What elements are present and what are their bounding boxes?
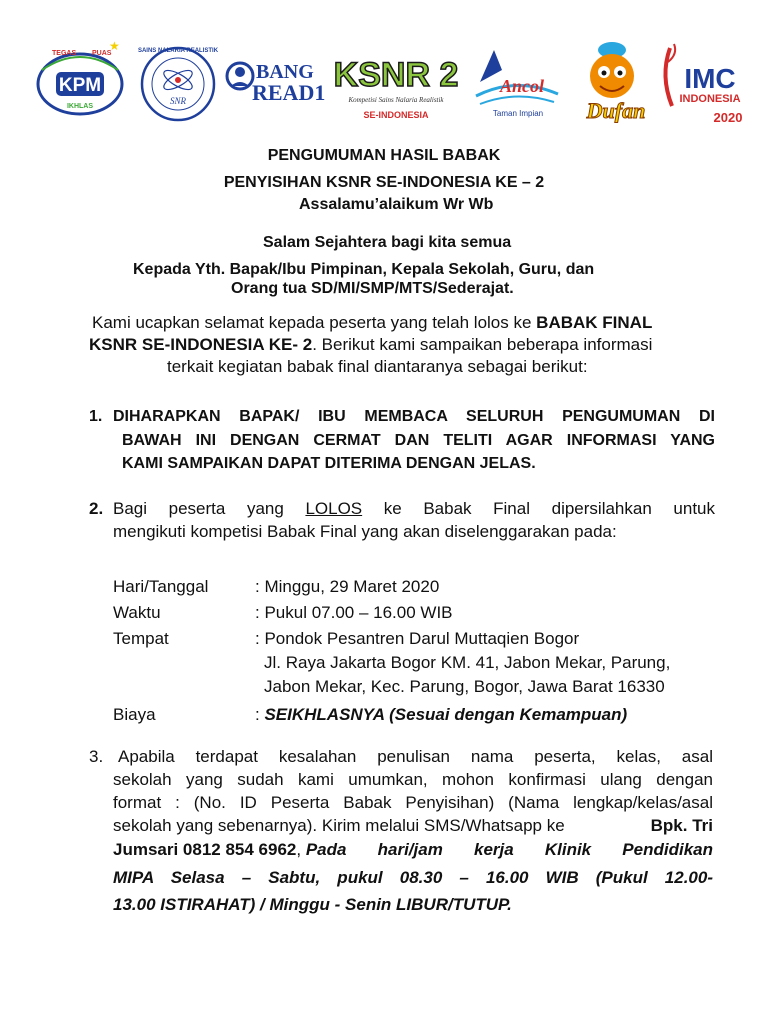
bang-read1-logo [220, 36, 330, 132]
dufan-text: Dufan [586, 98, 646, 123]
imc-country-text: INDONESIA [679, 93, 741, 105]
item-2-line-1: Bagi peserta yang LOLOS ke Babak Final dipersilahkan untuk [113, 499, 715, 518]
hari-label: Hari/Tanggal [113, 577, 209, 596]
recipient-line-2: Orang tua SD/MI/SMP/MTS/Sederajat. [231, 280, 514, 297]
imc-indonesia-2020-logo [656, 36, 748, 132]
kpm-logo [34, 36, 126, 132]
ancol-logo [466, 36, 566, 132]
biaya-label: Biaya [113, 705, 156, 724]
read1-text: READ1 [252, 80, 326, 105]
hari-value: : Minggu, 29 Maret 2020 [255, 577, 440, 596]
item-1-number: 1. [89, 408, 103, 425]
lolos-text: LOLOS [305, 499, 363, 518]
snr-logo [138, 36, 218, 132]
intro-line-1: Kami ucapkan selamat kepada peserta yang telah lolos ke BABAK FINAL [92, 313, 653, 332]
bang-text: BANG [256, 61, 314, 83]
imc-year-text: 2020 [713, 110, 743, 125]
item-3-number: 3. [89, 747, 104, 766]
sponsor-logo-strip [34, 36, 746, 132]
item-2-number: 2. [89, 499, 104, 518]
ksnr-2-logo [334, 36, 464, 132]
item-3-line-1: Apabila terdapat kesalahan penulisan nama peserta, kelas, asal [118, 747, 713, 766]
item-1-line-1: DIHARAPKAN BAPAK/ IBU MEMBACA SELURUH PENGUMUMAN DI [113, 408, 715, 425]
item-1-line-2: BAWAH INI DENGAN CERMAT DAN TELITI AGAR INFORMASI YANG [122, 432, 715, 449]
snr-main-text: SNR [169, 96, 187, 106]
salam-text: Salam Sejahtera bagi kita semua [263, 234, 512, 251]
imc-main-text: IMC [684, 63, 736, 94]
waktu-label: Waktu [113, 603, 161, 622]
item-3-line-2: sekolah yang sudah kami umumkan, mohon konfirmasi ulang dengan [113, 770, 713, 789]
contact-phone-text: Jumsari 0812 854 6962 [113, 840, 297, 859]
babak-final-text: BABAK FINAL [536, 313, 653, 332]
alamat-line-1: Jl. Raya Jakarta Bogor KM. 41, Jabon Mekar, Parung, [264, 653, 671, 672]
kpm-puas-text: PUAS [92, 50, 112, 57]
ksnr-name-text: KSNR SE-INDONESIA KE- 2 [89, 335, 313, 354]
snr-ring-text: SAINS NALARIA REALISTIK [138, 48, 218, 54]
dufan-logo [566, 36, 658, 132]
ksnr-main-text: KSNR 2 [334, 56, 459, 94]
item-3-line-6: MIPA Selasa – Sabtu, pukul 08.30 – 16.00 WIB (Pukul 12.00- [113, 868, 713, 887]
intro-line-2: KSNR SE-INDONESIA KE- 2. Berikut kami sampaikan beberapa informasi [89, 335, 653, 354]
greeting: Assalamu’alaikum Wr Wb [299, 196, 494, 213]
ancol-sub-text: Taman Impian [492, 109, 544, 118]
contact-name-text: Bpk. Tri [650, 816, 713, 835]
waktu-value: : Pukul 07.00 – 16.00 WIB [255, 603, 453, 622]
kpm-ikhlas-text: IKHLAS [66, 103, 94, 110]
intro-line-3: terkait kegiatan babak final diantaranya sebagai berikut: [167, 357, 588, 376]
item-2-line-2: mengikuti kompetisi Babak Final yang akan diselenggarakan pada: [113, 522, 617, 541]
alamat-line-2: Jabon Mekar, Kec. Parung, Bogor, Jawa Barat 16330 [264, 677, 665, 696]
tempat-label: Tempat [113, 629, 169, 648]
item-1-line-3: KAMI SAMPAIKAN DAPAT DITERIMA DENGAN JELAS. [122, 455, 536, 472]
star-icon: ★ [109, 39, 120, 53]
title-line-2: PENYISIHAN KSNR SE-INDONESIA KE – 2 [223, 174, 545, 191]
kpm-tegas-text: TEGAS [52, 50, 77, 57]
kpm-main-text: KPM [58, 75, 102, 96]
item-3-line-4: sekolah yang sebenarnya). Kirim melalui SMS/Whatsapp ke Bpk. Tri [113, 816, 713, 835]
tempat-value: : Pondok Pesantren Darul Muttaqien Bogor [255, 629, 580, 648]
item-3-line-3: format : (No. ID Peserta Babak Penyisihan) (Nama lengkap/kelas/asal [113, 793, 713, 812]
ancol-main-text: Ancol [499, 76, 545, 96]
biaya-value: : SEIKHLASNYA (Sesuai dengan Kemampuan) [255, 705, 628, 724]
ksnr-region-text: SE-INDONESIA [363, 110, 429, 120]
item-3-line-5: Jumsari 0812 854 6962 , Pada hari/jam kerja Klinik Pendidikan [113, 840, 713, 859]
title-line-1: PENGUMUMAN HASIL BABAK [267, 147, 501, 164]
recipient-line-1: Kepada Yth. Bapak/Ibu Pimpinan, Kepala Sekolah, Guru, dan [133, 261, 595, 278]
ksnr-sub-text: Kompetisi Sains Nalaria Realistik [348, 96, 444, 104]
item-3-line-7: 13.00 ISTIRAHAT) / Minggu - Senin LIBUR/TUTUP. [113, 895, 512, 914]
